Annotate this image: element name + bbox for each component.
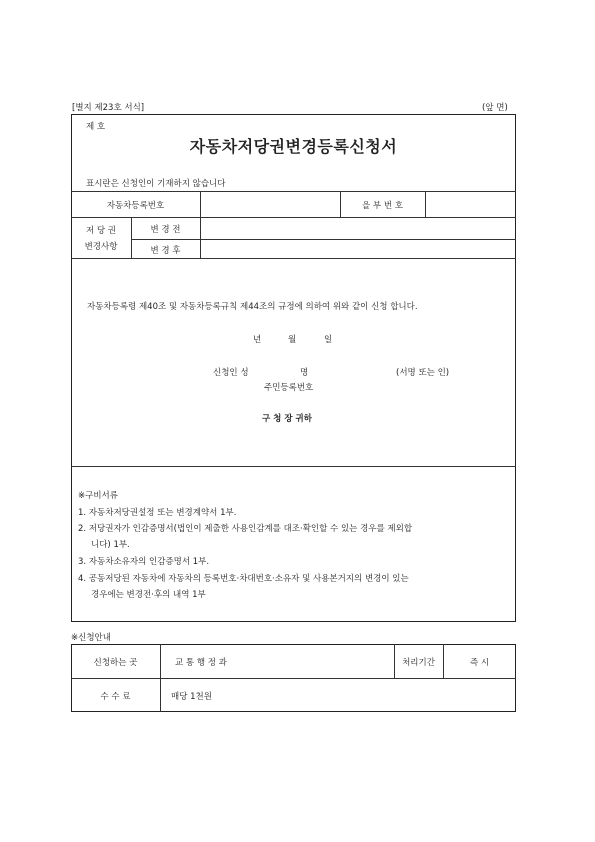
date-month: 월	[288, 335, 297, 345]
before-field[interactable]	[202, 218, 514, 238]
mortgage-label-2: 변경사항	[84, 242, 118, 252]
recipient: 구 청 장 귀하	[262, 414, 312, 424]
form-note: 표시란은 신청인이 기재하지 않습니다	[86, 179, 226, 189]
vehicle-reg-field[interactable]	[202, 192, 338, 216]
applicant-label: 신청인 성	[213, 368, 249, 378]
document-item-cont: 경우에는 변경전·후의 내역 1부	[91, 590, 206, 600]
document-item-cont: 니다) 1부.	[91, 540, 130, 550]
office-value: 교 통 행 정 과	[175, 658, 227, 668]
fee-value: 매당 1천원	[171, 692, 212, 702]
vehicle-reg-label: 자동차등록번호	[106, 201, 165, 211]
document-item: 2. 저당권자가 인감증명서(법인이 제출한 사용인감계를 대조·확인할 수 있는 경우를 제외합	[78, 524, 413, 534]
resident-number-label: 주민등록번호	[264, 383, 314, 393]
fee-label: 수 수 료	[100, 692, 131, 702]
date-year: 년	[253, 335, 262, 345]
mortgage-label-1: 저 당 권	[85, 226, 117, 236]
date-day: 일	[324, 335, 333, 345]
before-label: 변 경 전	[150, 225, 181, 235]
document-item: 4. 공동저당된 자동차에 자동차의 등록번호·차대번호·소유자 및 사용본거지의 변경이 있는	[78, 574, 409, 584]
form-number-field: 제 호	[86, 122, 106, 132]
office-label: 신청하는 곳	[93, 658, 138, 668]
sign-label: (서명 또는 인)	[396, 368, 450, 378]
document-item: 3. 자동차소유자의 인감증명서 1부.	[78, 557, 210, 567]
documents-title: ※구비서류	[78, 491, 118, 501]
page-side: (앞 면)	[482, 103, 508, 113]
after-label: 변 경 후	[150, 246, 181, 256]
eulbu-label: 을 부 번 호	[362, 201, 403, 211]
period-label: 처리기간	[402, 658, 435, 668]
declaration-text: 자동차등록령 제40조 및 자동차등록규칙 제44조의 규정에 의하여 위와 같이 신청 합니다.	[87, 302, 418, 312]
eulbu-field[interactable]	[427, 192, 514, 216]
document-item: 1. 자동차저당권설정 또는 변경계약서 1부.	[78, 508, 237, 518]
after-field[interactable]	[202, 240, 514, 257]
period-value: 즉 시	[469, 658, 490, 668]
guide-title: ※신청안내	[71, 633, 111, 643]
form-number: [별지 제23호 서식]	[72, 103, 145, 113]
name-label: 명	[300, 368, 309, 378]
form-title: 자동차저당권변경등록신청서	[189, 137, 398, 156]
